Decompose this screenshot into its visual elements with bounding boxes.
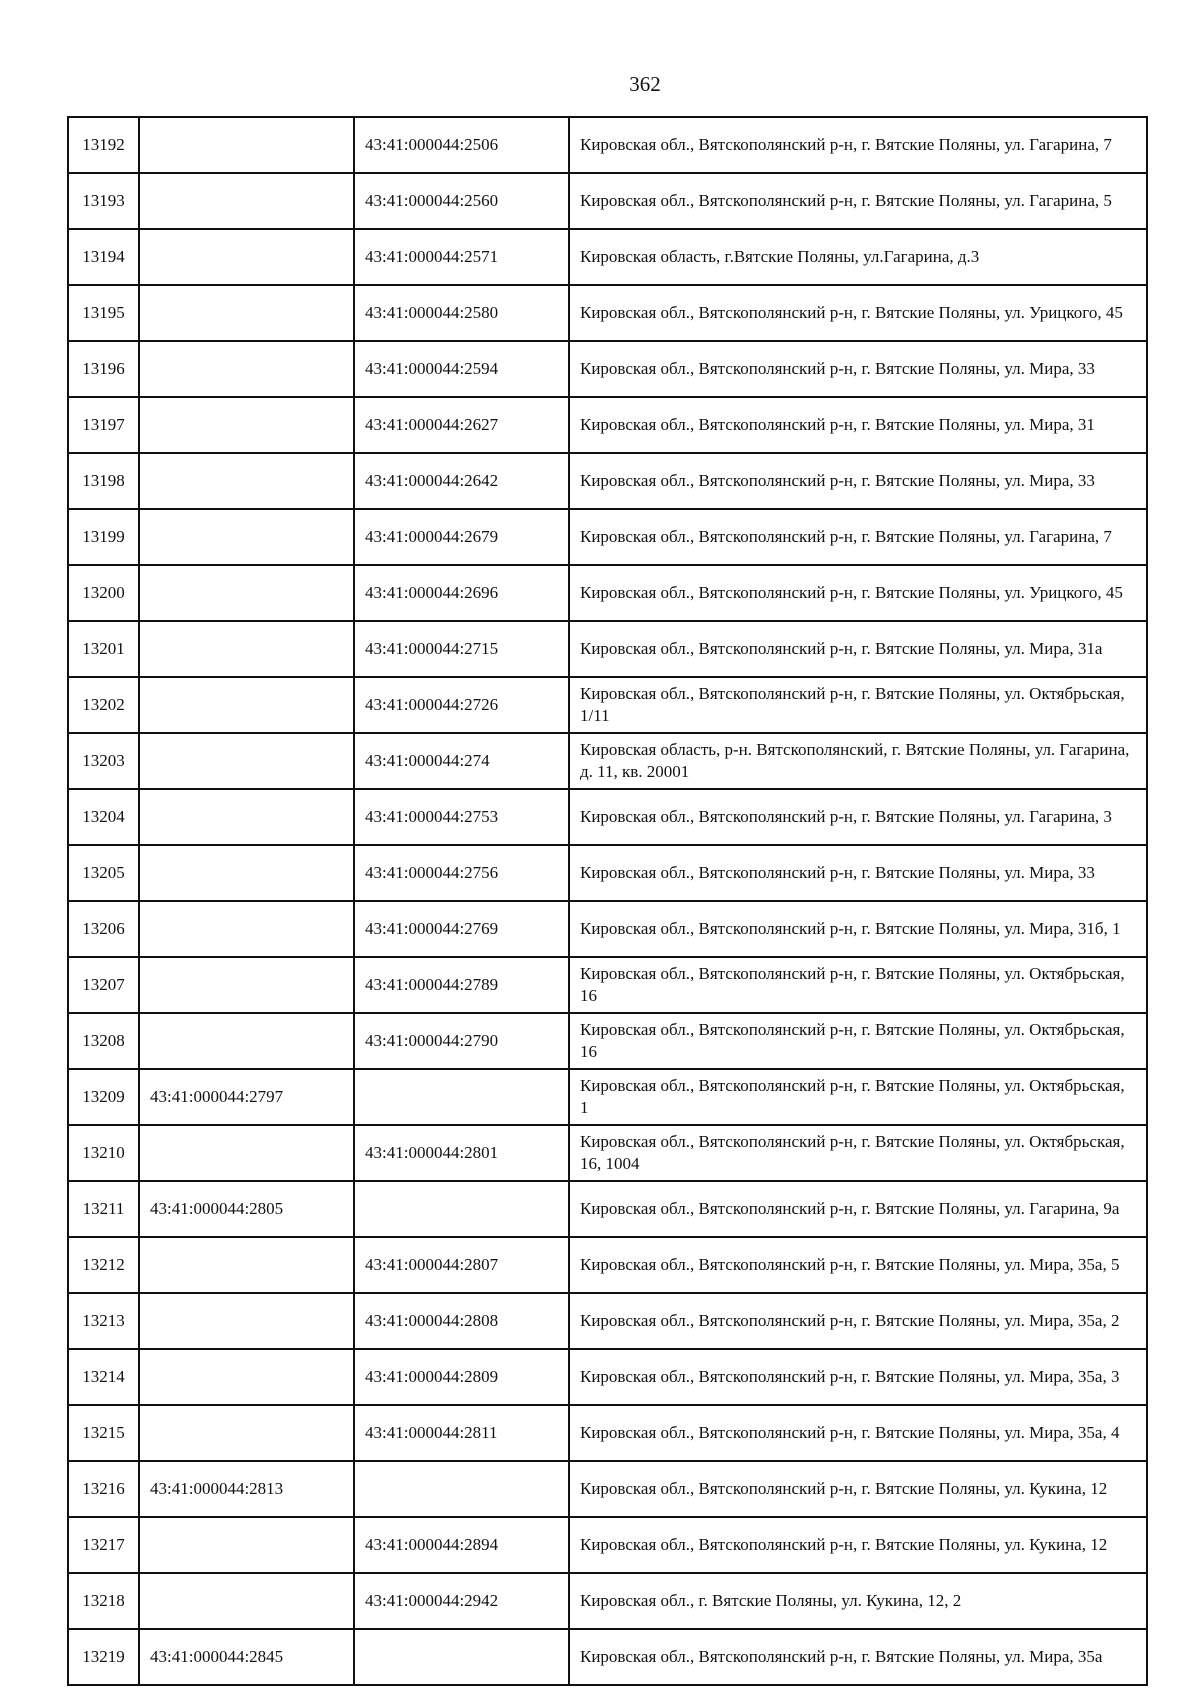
land-cadastral-number-cell: 43:41:000044:2813 <box>139 1461 354 1517</box>
building-cadastral-number-cell: 43:41:000044:2807 <box>354 1237 569 1293</box>
land-cadastral-number-cell <box>139 453 354 509</box>
table-row <box>68 789 1147 845</box>
registry-table-body <box>68 117 1147 1685</box>
address-cell: Кировская обл., Вятскополянский р-н, г. Вятские Поляны, ул. Мира, 35а, 5 <box>569 1237 1147 1293</box>
building-cadastral-number-cell: 43:41:000044:2756 <box>354 845 569 901</box>
row-number-cell: 13201 <box>68 621 139 677</box>
table-row <box>68 173 1147 229</box>
building-cadastral-number-cell: 43:41:000044:2580 <box>354 285 569 341</box>
address-cell: Кировская обл., Вятскополянский р-н, г. Вятские Поляны, ул. Гагарина, 7 <box>569 509 1147 565</box>
table-row <box>68 677 1147 733</box>
row-number-cell: 13204 <box>68 789 139 845</box>
building-cadastral-number-cell: 43:41:000044:2809 <box>354 1349 569 1405</box>
row-number-cell: 13214 <box>68 1349 139 1405</box>
land-cadastral-number-cell <box>139 789 354 845</box>
row-number-cell: 13196 <box>68 341 139 397</box>
land-cadastral-number-cell <box>139 397 354 453</box>
address-cell: Кировская обл., г. Вятские Поляны, ул. Кукина, 12, 2 <box>569 1573 1147 1629</box>
row-number-cell: 13218 <box>68 1573 139 1629</box>
row-number-cell: 13206 <box>68 901 139 957</box>
table-row <box>68 1349 1147 1405</box>
page-number: 362 <box>629 72 661 96</box>
row-number-cell: 13195 <box>68 285 139 341</box>
building-cadastral-number-cell: 43:41:000044:2942 <box>354 1573 569 1629</box>
building-cadastral-number-cell: 43:41:000044:2753 <box>354 789 569 845</box>
building-cadastral-number-cell <box>354 1069 569 1125</box>
table-row <box>68 1237 1147 1293</box>
address-cell: Кировская обл., Вятскополянский р-н, г. Вятские Поляны, ул. Гагарина, 9а <box>569 1181 1147 1237</box>
table-row <box>68 1013 1147 1069</box>
row-number-cell: 13193 <box>68 173 139 229</box>
table-row <box>68 341 1147 397</box>
land-cadastral-number-cell <box>139 1405 354 1461</box>
address-cell: Кировская обл., Вятскополянский р-н, г. Вятские Поляны, ул. Мира, 31б, 1 <box>569 901 1147 957</box>
land-cadastral-number-cell <box>139 621 354 677</box>
address-cell: Кировская обл., Вятскополянский р-н, г. Вятские Поляны, ул. Мира, 35а, 4 <box>569 1405 1147 1461</box>
land-cadastral-number-cell <box>139 565 354 621</box>
land-cadastral-number-cell <box>139 901 354 957</box>
table-row <box>68 1125 1147 1181</box>
land-cadastral-number-cell <box>139 1573 354 1629</box>
land-cadastral-number-cell <box>139 1349 354 1405</box>
building-cadastral-number-cell: 43:41:000044:2560 <box>354 173 569 229</box>
row-number-cell: 13194 <box>68 229 139 285</box>
row-number-cell: 13210 <box>68 1125 139 1181</box>
table-row <box>68 117 1147 173</box>
land-cadastral-number-cell: 43:41:000044:2805 <box>139 1181 354 1237</box>
building-cadastral-number-cell: 43:41:000044:2627 <box>354 397 569 453</box>
building-cadastral-number-cell: 43:41:000044:2801 <box>354 1125 569 1181</box>
row-number-cell: 13200 <box>68 565 139 621</box>
land-cadastral-number-cell <box>139 1293 354 1349</box>
table-row <box>68 621 1147 677</box>
address-cell: Кировская обл., Вятскополянский р-н, г. Вятские Поляны, ул. Октябрьская, 1/11 <box>569 677 1147 733</box>
address-cell: Кировская обл., Вятскополянский р-н, г. Вятские Поляны, ул. Октябрьская, 1 <box>569 1069 1147 1125</box>
building-cadastral-number-cell <box>354 1629 569 1685</box>
land-cadastral-number-cell <box>139 229 354 285</box>
address-cell: Кировская обл., Вятскополянский р-н, г. Вятские Поляны, ул. Мира, 35а <box>569 1629 1147 1685</box>
land-cadastral-number-cell <box>139 509 354 565</box>
land-cadastral-number-cell <box>139 677 354 733</box>
address-cell: Кировская обл., Вятскополянский р-н, г. Вятские Поляны, ул. Мира, 35а, 3 <box>569 1349 1147 1405</box>
row-number-cell: 13205 <box>68 845 139 901</box>
table-row <box>68 229 1147 285</box>
table-row <box>68 957 1147 1013</box>
address-cell: Кировская обл., Вятскополянский р-н, г. Вятские Поляны, ул. Мира, 33 <box>569 845 1147 901</box>
address-cell: Кировская обл., Вятскополянский р-н, г. Вятские Поляны, ул. Октябрьская, 16 <box>569 957 1147 1013</box>
row-number-cell: 13213 <box>68 1293 139 1349</box>
address-cell: Кировская обл., Вятскополянский р-н, г. Вятские Поляны, ул. Мира, 31 <box>569 397 1147 453</box>
table-row <box>68 1461 1147 1517</box>
table-row <box>68 1405 1147 1461</box>
address-cell: Кировская обл., Вятскополянский р-н, г. Вятские Поляны, ул. Октябрьская, 16 <box>569 1013 1147 1069</box>
building-cadastral-number-cell: 43:41:000044:2726 <box>354 677 569 733</box>
table-row <box>68 1517 1147 1573</box>
address-cell: Кировская обл., Вятскополянский р-н, г. Вятские Поляны, ул. Мира, 31а <box>569 621 1147 677</box>
land-cadastral-number-cell <box>139 1125 354 1181</box>
row-number-cell: 13219 <box>68 1629 139 1685</box>
table-row <box>68 285 1147 341</box>
building-cadastral-number-cell: 43:41:000044:2790 <box>354 1013 569 1069</box>
building-cadastral-number-cell: 43:41:000044:2696 <box>354 565 569 621</box>
building-cadastral-number-cell: 43:41:000044:274 <box>354 733 569 789</box>
land-cadastral-number-cell <box>139 845 354 901</box>
table-row <box>68 453 1147 509</box>
table-row <box>68 1629 1147 1685</box>
land-cadastral-number-cell <box>139 1237 354 1293</box>
table-row <box>68 1573 1147 1629</box>
building-cadastral-number-cell: 43:41:000044:2506 <box>354 117 569 173</box>
building-cadastral-number-cell: 43:41:000044:2789 <box>354 957 569 1013</box>
building-cadastral-number-cell: 43:41:000044:2642 <box>354 453 569 509</box>
row-number-cell: 13217 <box>68 1517 139 1573</box>
table-row <box>68 1293 1147 1349</box>
row-number-cell: 13199 <box>68 509 139 565</box>
address-cell: Кировская обл., Вятскополянский р-н, г. Вятские Поляны, ул. Мира, 33 <box>569 341 1147 397</box>
address-cell: Кировская обл., Вятскополянский р-н, г. Вятские Поляны, ул. Урицкого, 45 <box>569 565 1147 621</box>
address-cell: Кировская обл., Вятскополянский р-н, г. Вятские Поляны, ул. Гагарина, 3 <box>569 789 1147 845</box>
land-cadastral-number-cell: 43:41:000044:2797 <box>139 1069 354 1125</box>
row-number-cell: 13208 <box>68 1013 139 1069</box>
row-number-cell: 13209 <box>68 1069 139 1125</box>
table-row <box>68 397 1147 453</box>
address-cell: Кировская область, р-н. Вятскополянский, г. Вятские Поляны, ул. Гагарина, д. 11, кв. 20001 <box>569 733 1147 789</box>
building-cadastral-number-cell: 43:41:000044:2571 <box>354 229 569 285</box>
row-number-cell: 13197 <box>68 397 139 453</box>
row-number-cell: 13212 <box>68 1237 139 1293</box>
row-number-cell: 13215 <box>68 1405 139 1461</box>
land-cadastral-number-cell <box>139 285 354 341</box>
row-number-cell: 13216 <box>68 1461 139 1517</box>
land-cadastral-number-cell <box>139 341 354 397</box>
land-cadastral-number-cell <box>139 117 354 173</box>
building-cadastral-number-cell <box>354 1181 569 1237</box>
row-number-cell: 13202 <box>68 677 139 733</box>
table-row <box>68 1181 1147 1237</box>
row-number-cell: 13192 <box>68 117 139 173</box>
land-cadastral-number-cell: 43:41:000044:2845 <box>139 1629 354 1685</box>
row-number-cell: 13211 <box>68 1181 139 1237</box>
address-cell: Кировская обл., Вятскополянский р-н, г. Вятские Поляны, ул. Кукина, 12 <box>569 1517 1147 1573</box>
address-cell: Кировская обл., Вятскополянский р-н, г. Вятские Поляны, ул. Урицкого, 45 <box>569 285 1147 341</box>
building-cadastral-number-cell: 43:41:000044:2594 <box>354 341 569 397</box>
registry-table <box>67 116 1148 1686</box>
table-row <box>68 901 1147 957</box>
land-cadastral-number-cell <box>139 1517 354 1573</box>
land-cadastral-number-cell <box>139 173 354 229</box>
building-cadastral-number-cell: 43:41:000044:2894 <box>354 1517 569 1573</box>
row-number-cell: 13207 <box>68 957 139 1013</box>
building-cadastral-number-cell <box>354 1461 569 1517</box>
building-cadastral-number-cell: 43:41:000044:2679 <box>354 509 569 565</box>
address-cell: Кировская обл., Вятскополянский р-н, г. Вятские Поляны, ул. Мира, 35а, 2 <box>569 1293 1147 1349</box>
address-cell: Кировская обл., Вятскополянский р-н, г. Вятские Поляны, ул. Мира, 33 <box>569 453 1147 509</box>
row-number-cell: 13198 <box>68 453 139 509</box>
address-cell: Кировская обл., Вятскополянский р-н, г. Вятские Поляны, ул. Октябрьская, 16, 1004 <box>569 1125 1147 1181</box>
table-row <box>68 509 1147 565</box>
land-cadastral-number-cell <box>139 1013 354 1069</box>
row-number-cell: 13203 <box>68 733 139 789</box>
building-cadastral-number-cell: 43:41:000044:2715 <box>354 621 569 677</box>
table-row <box>68 1069 1147 1125</box>
address-cell: Кировская область, г.Вятские Поляны, ул.Гагарина, д.3 <box>569 229 1147 285</box>
address-cell: Кировская обл., Вятскополянский р-н, г. Вятские Поляны, ул. Гагарина, 5 <box>569 173 1147 229</box>
address-cell: Кировская обл., Вятскополянский р-н, г. Вятские Поляны, ул. Гагарина, 7 <box>569 117 1147 173</box>
table-row <box>68 845 1147 901</box>
table-row <box>68 565 1147 621</box>
building-cadastral-number-cell: 43:41:000044:2808 <box>354 1293 569 1349</box>
land-cadastral-number-cell <box>139 733 354 789</box>
building-cadastral-number-cell: 43:41:000044:2811 <box>354 1405 569 1461</box>
building-cadastral-number-cell: 43:41:000044:2769 <box>354 901 569 957</box>
table-row <box>68 733 1147 789</box>
land-cadastral-number-cell <box>139 957 354 1013</box>
address-cell: Кировская обл., Вятскополянский р-н, г. Вятские Поляны, ул. Кукина, 12 <box>569 1461 1147 1517</box>
